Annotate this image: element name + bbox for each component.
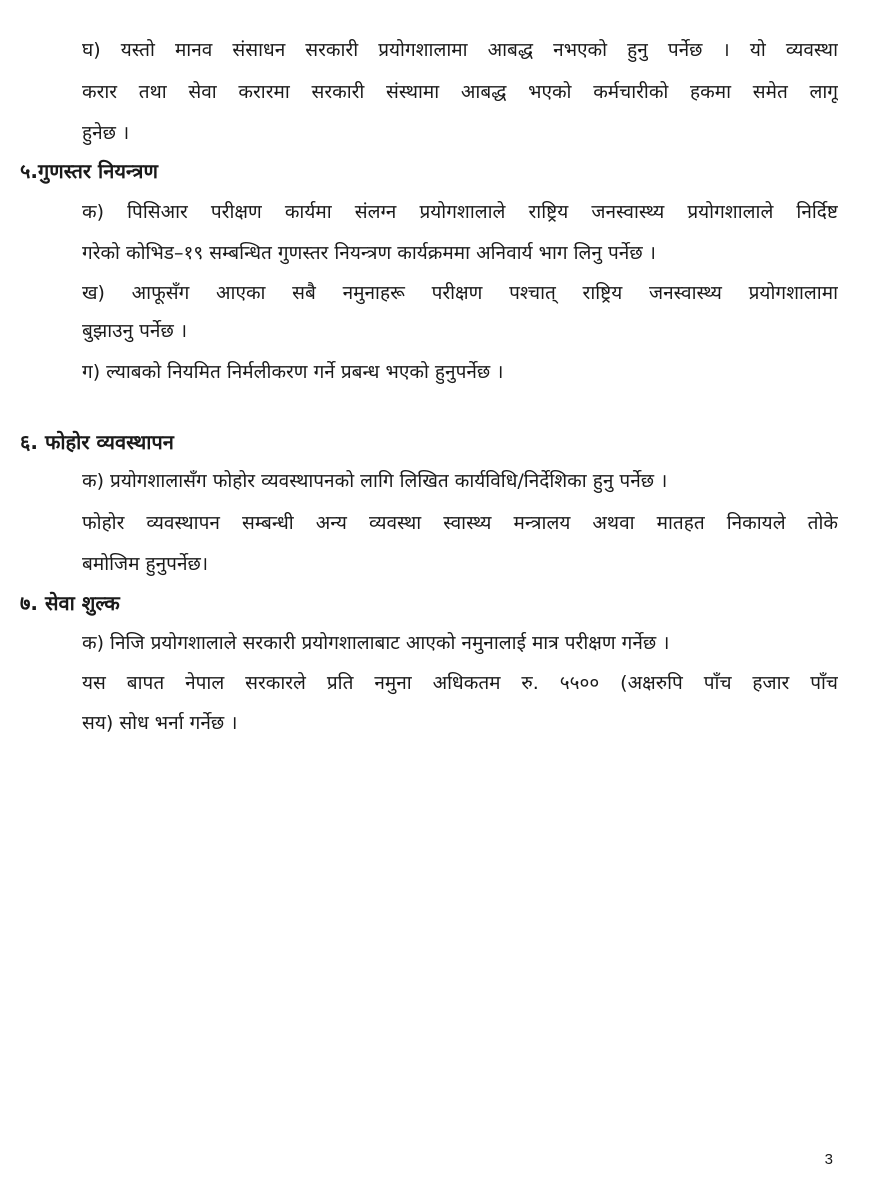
section-7-item-ka-line-2: यस बापत नेपाल सरकारले प्रति नमुना अधिकतम रु. ५५०० (अक्षरुपि पाँच हजार पाँच	[82, 672, 838, 694]
section-6-item-ka-line-2: फोहोर व्यवस्थापन सम्बन्धी अन्य व्यवस्था स्वास्थ्य मन्त्रालय अथवा मातहत निकायले तोके	[82, 512, 838, 534]
intro-item-gha-line-2: करार तथा सेवा करारमा सरकारी संस्थामा आबद्ध भएको कर्मचारीको हकमा समेत लागू	[82, 81, 838, 103]
section-5-item-ka-line-1: क) पिसिआर परीक्षण कार्यमा संलग्न प्रयोगशालाले राष्ट्रिय जनस्वास्थ्य प्रयोगशालाले निर्दिष्ट	[82, 201, 838, 223]
section-7-item-ka-line-3: सय) सोध भर्ना गर्नेछ ।	[82, 712, 238, 734]
section-6-heading: ६. फोहोर व्यवस्थापन	[20, 430, 174, 454]
section-5-item-ka-line-2: गरेको कोभिड–१९ सम्बन्धित गुणस्तर नियन्त्रण कार्यक्रममा अनिवार्य भाग लिनु पर्नेछ ।	[82, 242, 656, 264]
section-5-heading: ५.गुणस्तर नियन्त्रण	[20, 159, 158, 183]
section-7-item-ka-line-1: क) निजि प्रयोगशालाले सरकारी प्रयोगशालाबाट आएको नमुनालाई मात्र परीक्षण गर्नेछ ।	[82, 632, 670, 654]
intro-item-gha-line-3: हुनेछ ।	[82, 122, 130, 144]
intro-item-gha-line-1: घ) यस्तो मानव संसाधन सरकारी प्रयोगशालामा आबद्ध नभएको हुनु पर्नेछ । यो व्यवस्था	[82, 39, 838, 61]
section-6-item-ka-line-3: बमोजिम हुनुपर्नेछ।	[82, 553, 209, 575]
section-5-item-ga-line-1: ग) ल्याबको नियमित निर्मलीकरण गर्ने प्रबन्ध भएको हुनुपर्नेछ ।	[82, 361, 504, 383]
section-7-heading: ७. सेवा शुल्क	[20, 591, 120, 615]
section-5-item-kha-line-1: ख) आफूसँग आएका सबै नमुनाहरू परीक्षण पश्चात् राष्ट्रिय जनस्वास्थ्य प्रयोगशालामा	[82, 282, 838, 304]
page-number: 3	[824, 1151, 833, 1168]
section-6-item-ka-line-1: क) प्रयोगशालासँग फोहोर व्यवस्थापनको लागि लिखित कार्यविधि/निर्देशिका हुनु पर्नेछ ।	[82, 470, 668, 492]
section-5-item-kha-line-2: बुझाउनु पर्नेछ ।	[82, 320, 188, 342]
